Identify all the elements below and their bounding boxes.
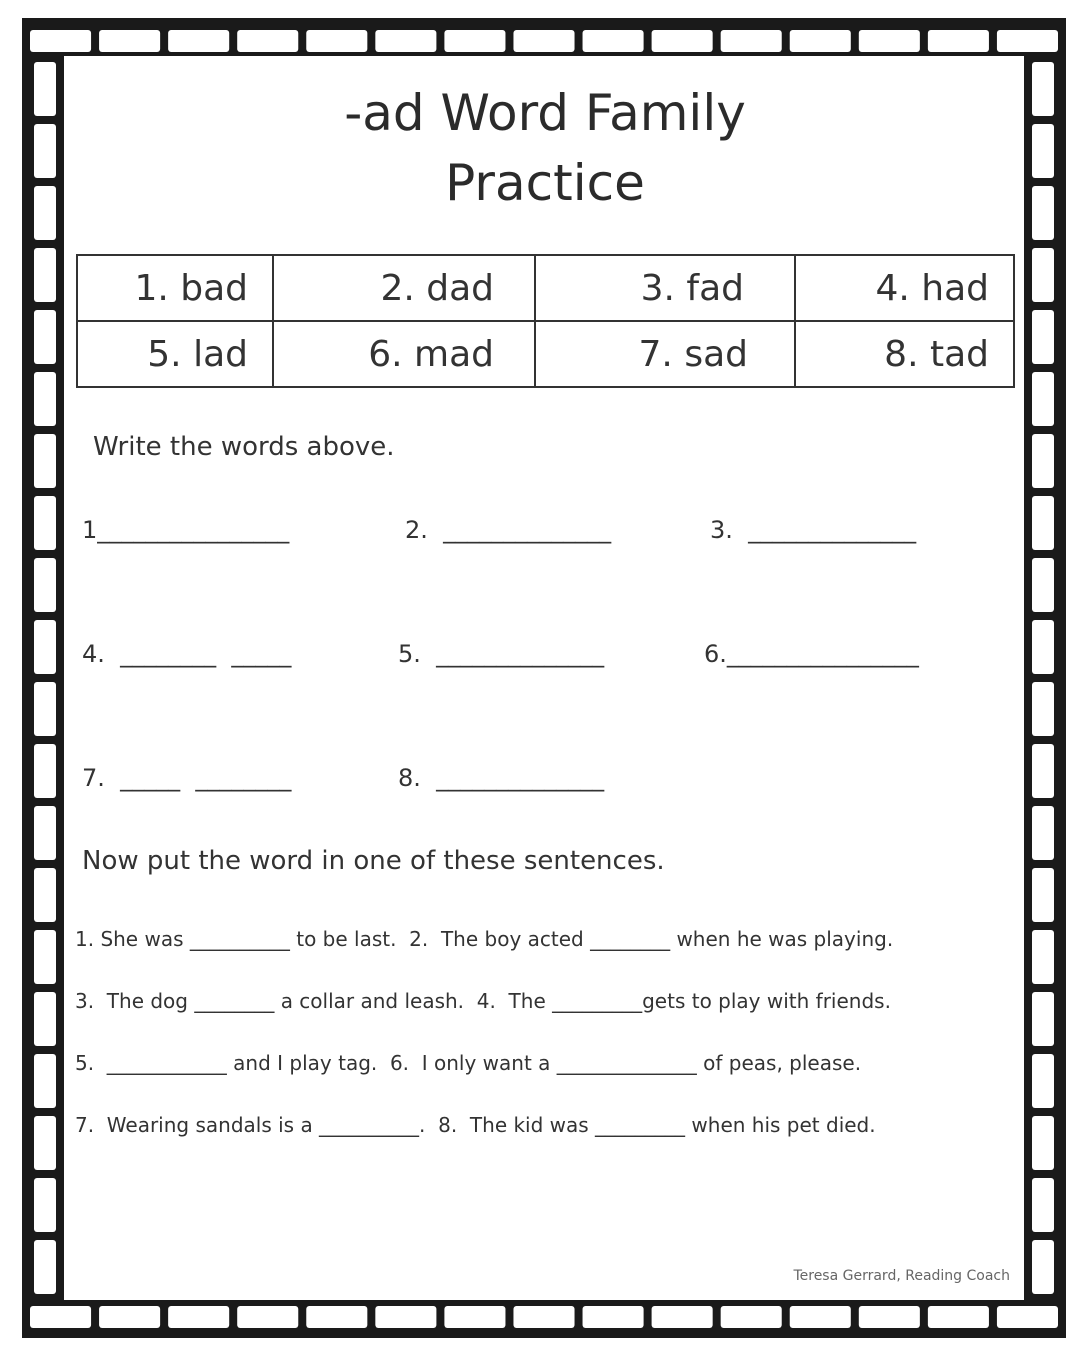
word-row <box>77 321 1014 387</box>
blank-line: 6.________________ <box>704 640 919 668</box>
border-block <box>375 1306 436 1328</box>
border-block <box>237 30 298 52</box>
sentence-line: 3. The dog ________ a collar and leash. 4. The _________gets to play with friends. <box>75 989 891 1013</box>
sentence-line: 5. ____________ and I play tag. 6. I only want a ______________ of peas, please. <box>75 1051 862 1075</box>
blank-line: 4. ________ _____ <box>82 640 292 668</box>
border-block <box>34 1178 56 1232</box>
sentence-line: 1. She was __________ to be last. 2. The boy acted ________ when he was playing. <box>75 927 894 951</box>
border-block <box>513 30 574 52</box>
border-block <box>1032 1240 1054 1294</box>
word-cell: 7. sad <box>535 321 795 387</box>
border-block <box>168 1306 229 1328</box>
border-block <box>237 1306 298 1328</box>
border-block <box>859 30 920 52</box>
border-block <box>1032 558 1054 612</box>
border-block <box>583 30 644 52</box>
word-row <box>77 255 1014 321</box>
border-block <box>1032 310 1054 364</box>
word-cell: 4. had <box>795 255 1014 321</box>
border-block <box>1032 1178 1054 1232</box>
border-block <box>34 806 56 860</box>
border-block <box>34 558 56 612</box>
word-cell: 2. dad <box>273 255 535 321</box>
border-block <box>928 1306 989 1328</box>
border-block <box>1032 806 1054 860</box>
border-block <box>34 434 56 488</box>
border-block <box>513 1306 574 1328</box>
blank-line: 2. ______________ <box>405 516 612 544</box>
border-block <box>34 744 56 798</box>
border-block <box>1032 992 1054 1046</box>
word-cell: 6. mad <box>273 321 535 387</box>
border-block <box>1032 496 1054 550</box>
word-cell: 8. tad <box>795 321 1014 387</box>
blank-line: 3. ______________ <box>710 516 917 544</box>
border-block <box>859 1306 920 1328</box>
page-subtitle: Practice <box>445 154 645 212</box>
border-block <box>34 682 56 736</box>
border-block <box>1032 682 1054 736</box>
sentence-line: 7. Wearing sandals is a __________. 8. The kid was _________ when his pet died. <box>75 1113 876 1137</box>
border-block <box>1032 744 1054 798</box>
word-cell: 3. fad <box>535 255 795 321</box>
blank-line: 1________________ <box>82 516 290 544</box>
author-credit: Teresa Gerrard, Reading Coach <box>793 1268 1010 1284</box>
border-block <box>444 30 505 52</box>
border-block <box>652 1306 713 1328</box>
word-cell: 5. lad <box>77 321 273 387</box>
border-block <box>444 1306 505 1328</box>
border-block <box>1032 868 1054 922</box>
word-cell: 1. bad <box>77 255 273 321</box>
border-block <box>1032 930 1054 984</box>
border-block <box>99 30 160 52</box>
blank-line: 7. _____ ________ <box>82 764 292 792</box>
border-block <box>34 1240 56 1294</box>
word-list-table <box>76 254 1015 388</box>
border-block <box>790 30 851 52</box>
border-block <box>99 1306 160 1328</box>
border-block <box>34 372 56 426</box>
border-block <box>997 1306 1058 1328</box>
border-block <box>34 310 56 364</box>
sentence-instruction: Now put the word in one of these sentences. <box>82 846 665 876</box>
write-instruction: Write the words above. <box>93 432 395 462</box>
border-block <box>34 992 56 1046</box>
border-block <box>583 1306 644 1328</box>
border-block <box>790 1306 851 1328</box>
border-block <box>721 1306 782 1328</box>
border-block <box>1032 434 1054 488</box>
border-block <box>30 1306 91 1328</box>
blank-line: 5. ______________ <box>398 640 605 668</box>
border-block <box>34 620 56 674</box>
border-block <box>928 30 989 52</box>
border-block <box>34 248 56 302</box>
border-block <box>168 30 229 52</box>
border-block <box>30 30 91 52</box>
border-block <box>1032 620 1054 674</box>
border-block <box>34 1116 56 1170</box>
border-block <box>306 1306 367 1328</box>
border-block <box>375 30 436 52</box>
border-block <box>34 930 56 984</box>
border-block <box>1032 1054 1054 1108</box>
border-block <box>1032 248 1054 302</box>
border-block <box>34 496 56 550</box>
page-title: -ad Word Family <box>344 84 746 142</box>
border-block <box>997 30 1058 52</box>
border-block <box>306 30 367 52</box>
border-block <box>34 1054 56 1108</box>
border-block <box>721 30 782 52</box>
border-block <box>34 868 56 922</box>
border-block <box>1032 372 1054 426</box>
border-block <box>1032 1116 1054 1170</box>
blank-line: 8. ______________ <box>398 764 605 792</box>
border-block <box>652 30 713 52</box>
